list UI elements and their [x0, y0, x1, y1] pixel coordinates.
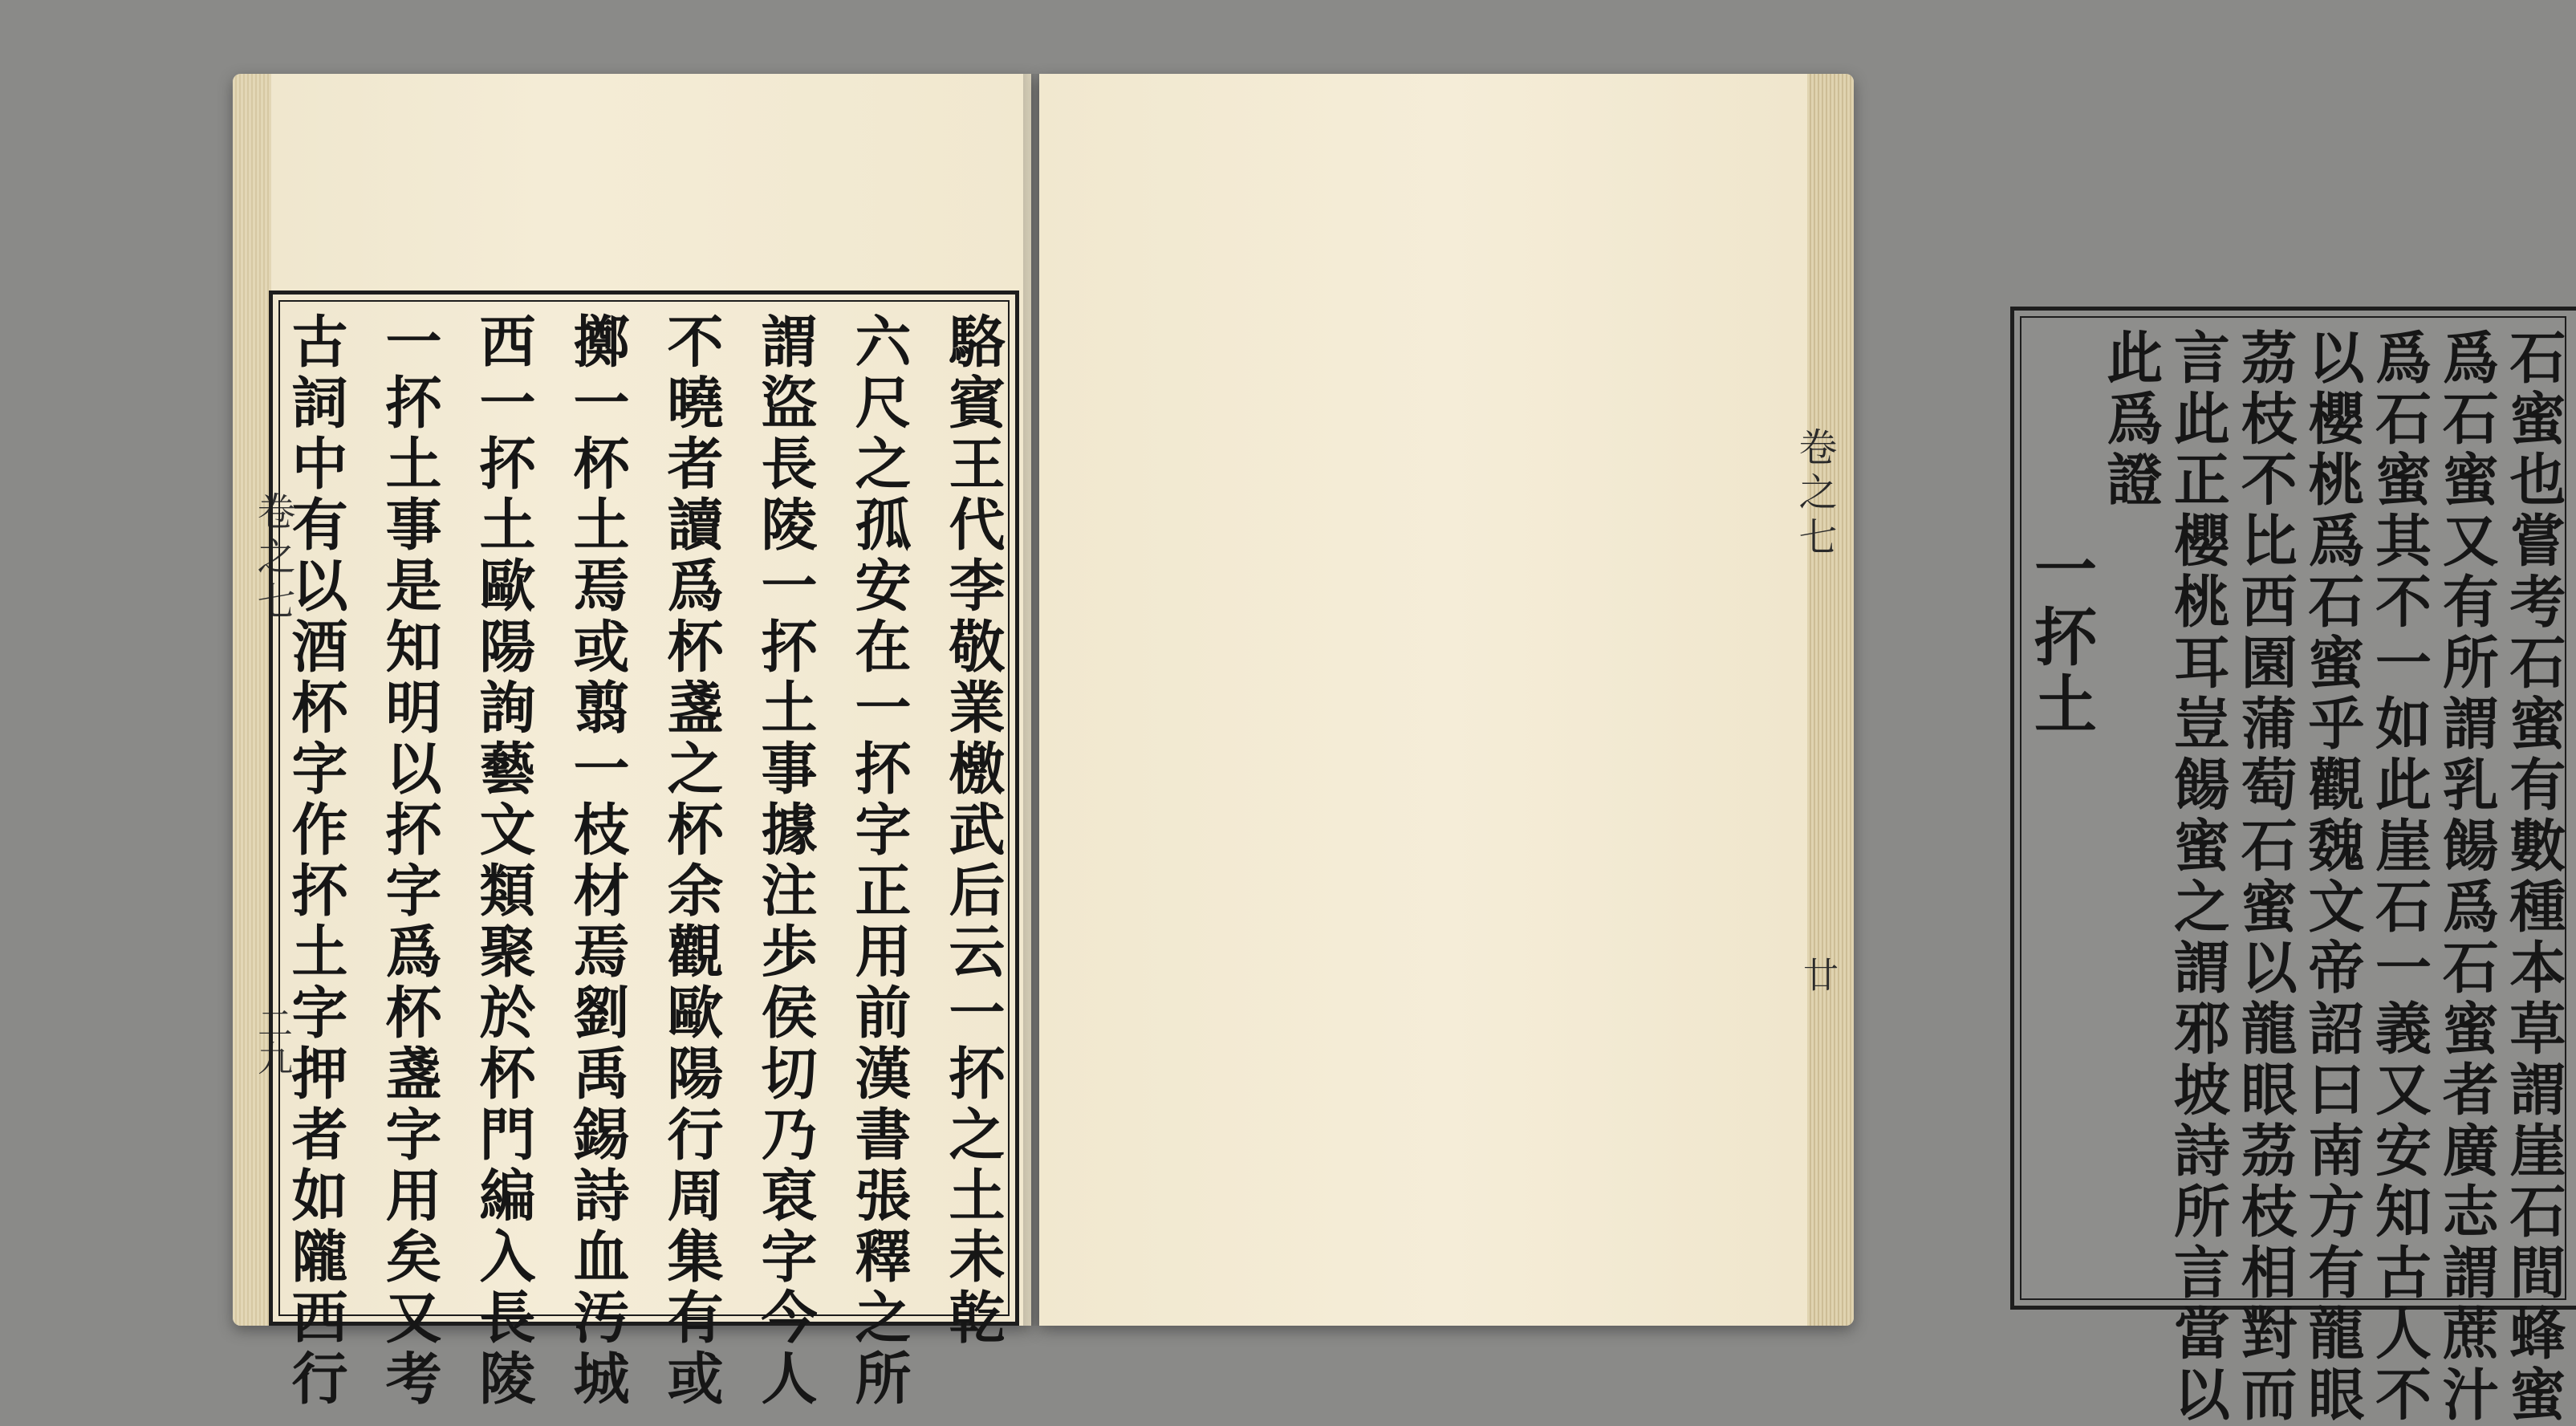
right-text-column: 此爲證	[2097, 328, 2164, 511]
left-text-frame	[269, 290, 1019, 1410]
left-margin-number: 二九	[251, 1005, 292, 1075]
left-text-column: 駱賓王代李敬業檄武后云一抔之土未乾	[940, 312, 1006, 1349]
right-margin-number: 廿	[1797, 957, 1838, 992]
left-text-column: 六尺之孤安在一抔字正用前漢書張釋之所	[846, 312, 912, 1410]
left-text-column: 一抔土事是知明以抔字爲杯盞字用矣又考	[376, 312, 443, 1410]
right-text-column: 言此正櫻桃耳豈餳蜜之謂邪坡詩所言當以	[2164, 328, 2232, 1426]
left-text-column: 古詞中有以酒杯字作抔土字押者如隴西行	[282, 312, 349, 1410]
page-edges-right	[1807, 74, 1854, 1326]
left-margin-title: 卷之七	[250, 491, 295, 626]
left-text-column: 擲一杯土焉或翦一枝材焉劉禹錫詩血汚城	[564, 312, 631, 1410]
right-text-frame	[2010, 307, 2576, 1426]
left-page	[233, 74, 1031, 1410]
right-margin-title: 卷之七	[1792, 427, 1837, 562]
right-text-column: 茘枝不比西園蒲萄石蜜以龍眼茘枝相對而	[2232, 328, 2299, 1426]
right-text-column: 石蜜也嘗考石蜜有數種本草謂崖石間蜂蜜	[2500, 328, 2567, 1426]
left-text-column: 西一抔土歐陽詢藝文類聚於杯門編入長陵	[470, 312, 537, 1410]
right-text-column: 以櫻桃爲石蜜乎觀魏文帝詔曰南方有龍眼	[2298, 328, 2366, 1426]
right-page	[1039, 74, 2567, 1426]
left-text-column: 謂盜長陵一抔土事據注歩侯切乃裒字今人	[752, 312, 819, 1410]
right-text-columns	[2024, 328, 2567, 1426]
right-text-column: 爲石蜜又有所謂乳餳爲石蜜者廣志謂蔗汁	[2433, 328, 2501, 1426]
left-text-column: 不曉者讀爲杯盞之杯余觀歐陽行周集有或	[658, 312, 725, 1410]
left-text-columns	[282, 312, 1006, 1410]
right-text-column: 爲石蜜其不一如此崖石一義又安知古人不	[2366, 328, 2433, 1426]
open-book	[233, 74, 2567, 1426]
section-heading: 一抔土	[2024, 537, 2097, 739]
page-edges-left	[233, 74, 271, 1326]
